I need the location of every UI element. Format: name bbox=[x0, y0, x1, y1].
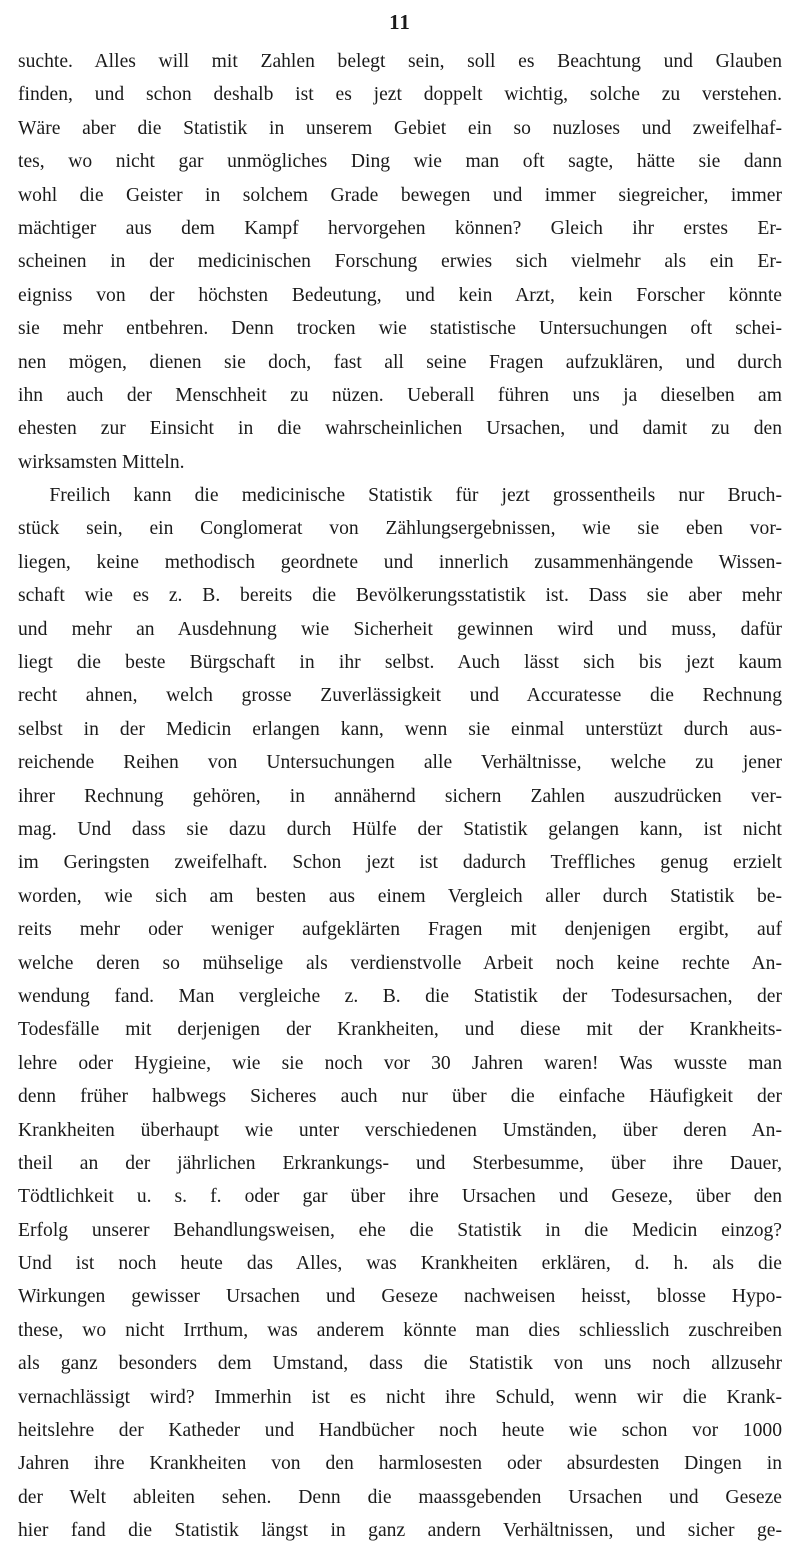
text-line: eigniss von der höchsten Bedeutung, und kein Arzt, kein Forscher könnte bbox=[18, 284, 782, 306]
text-line: welche deren so mühselige als verdienstvolle Arbeit noch keine rechte An- bbox=[18, 952, 782, 974]
text-line: Wirkungen gewisser Ursachen und Geseze nachweisen heisst, blosse Hypo- bbox=[18, 1286, 782, 1308]
text-line: Jahren ihre Krankheiten von den harmlosesten oder absurdesten Dingen in bbox=[18, 1453, 782, 1475]
text-line: worden, wie sich am besten aus einem Vergleich aller durch Statistik be- bbox=[18, 885, 782, 907]
text-line: ehesten zur Einsicht in die wahrscheinlichen Ursachen, und damit zu den bbox=[18, 418, 782, 440]
text-line: nen mögen, dienen sie doch, fast all seine Fragen aufzuklären, und durch bbox=[18, 351, 782, 373]
text-line: reichende Reihen von Untersuchungen alle Verhältnisse, welche zu jener bbox=[18, 752, 782, 774]
text-line: scheinen in der medicinischen Forschung erwies sich vielmehr als ein Er- bbox=[18, 251, 782, 273]
text-line: sie mehr entbehren. Denn trocken wie statistische Untersuchungen oft schei- bbox=[18, 318, 782, 340]
text-line: liegen, keine methodisch geordnete und innerlich zusammenhängende Wissen- bbox=[18, 551, 782, 573]
text-line: hier fand die Statistik längst in ganz andern Verhältnissen, und sicher ge- bbox=[18, 1520, 782, 1542]
text-line: Erfolg unserer Behandlungsweisen, ehe die Statistik in die Medicin einzog? bbox=[18, 1219, 782, 1241]
text-line: wirksamsten Mitteln. bbox=[18, 451, 185, 473]
text-line: selbst in der Medicin erlangen kann, wenn sie einmal unterstüzt durch aus- bbox=[18, 718, 782, 740]
text-line: Todesfälle mit derjenigen der Krankheiten, und diese mit der Krankheits- bbox=[18, 1019, 782, 1041]
text-line: tes, wo nicht gar unmögliches Ding wie man oft sagte, hätte sie dann bbox=[18, 151, 782, 173]
text-line: these, wo nicht Irrthum, was anderem könnte man dies schliesslich zuschreiben bbox=[18, 1319, 782, 1341]
text-line: und mehr an Ausdehnung wie Sicherheit gewinnen wird und muss, dafür bbox=[18, 618, 782, 640]
text-line: wendung fand. Man vergleiche z. B. die Statistik der Todesursachen, der bbox=[18, 985, 782, 1007]
text-line: Und ist noch heute das Alles, was Krankheiten erklären, d. h. als die bbox=[18, 1253, 782, 1275]
text-line: recht ahnen, welch grosse Zuverlässigkeit und Accuratesse die Rechnung bbox=[18, 685, 782, 707]
text-line: ihrer Rechnung gehören, in annähernd sichern Zahlen auszudrücken ver- bbox=[18, 785, 782, 807]
text-line: heitslehre der Katheder und Handbücher noch heute wie schon vor 1000 bbox=[18, 1420, 782, 1442]
text-line: Freilich kann die medicinische Statistik für jezt grossentheils nur Bruch- bbox=[49, 485, 782, 507]
page-number: 11 bbox=[389, 10, 411, 34]
text-line: vernachlässigt wird? Immerhin ist es nicht ihre Schuld, wenn wir die Krank- bbox=[18, 1386, 782, 1408]
text-line: denn früher halbwegs Sicheres auch nur über die einfache Häufigkeit der bbox=[18, 1086, 782, 1108]
text-line: liegt die beste Bürgschaft in ihr selbst. Auch lässt sich bis jezt kaum bbox=[18, 652, 782, 674]
text-line: wohl die Geister in solchem Grade bewegen und immer siegreicher, immer bbox=[18, 184, 782, 206]
text-line: der Welt ableiten sehen. Denn die maassgebenden Ursachen und Geseze bbox=[18, 1486, 782, 1508]
text-line: theil an der jährlichen Erkrankungs- und Sterbesumme, über ihre Dauer, bbox=[18, 1152, 782, 1174]
text-line: schaft wie es z. B. bereits die Bevölkerungsstatistik ist. Dass sie aber mehr bbox=[18, 585, 782, 607]
text-line: reits mehr oder weniger aufgeklärten Fragen mit denjenigen ergibt, auf bbox=[18, 919, 782, 941]
text-line: mächtiger aus dem Kampf hervorgehen können? Gleich ihr erstes Er- bbox=[18, 217, 782, 239]
text-line: Tödtlichkeit u. s. f. oder gar über ihre Ursachen und Geseze, über den bbox=[18, 1186, 782, 1208]
body-text bbox=[18, 45, 782, 1548]
text-line: ihn auch der Menschheit zu nüzen. Ueberall führen uns ja dieselben am bbox=[18, 384, 782, 406]
text-line: Wäre aber die Statistik in unserem Gebiet ein so nuzloses und zweifelhaf- bbox=[18, 117, 782, 139]
text-line: stück sein, ein Conglomerat von Zählungsergebnissen, wie sie eben vor- bbox=[18, 518, 782, 540]
text-line: finden, und schon deshalb ist es jezt doppelt wichtig, solche zu verstehen. bbox=[18, 84, 782, 106]
text-line: lehre oder Hygieine, wie sie noch vor 30 Jahren waren! Was wusste man bbox=[18, 1052, 782, 1074]
text-line: mag. Und dass sie dazu durch Hülfe der Statistik gelangen kann, ist nicht bbox=[18, 818, 782, 840]
text-line: als ganz besonders dem Umstand, dass die Statistik von uns noch allzusehr bbox=[18, 1353, 782, 1375]
text-line: suchte. Alles will mit Zahlen belegt sein, soll es Beachtung und Glauben bbox=[18, 51, 782, 72]
text-line: Krankheiten überhaupt wie unter verschiedenen Umständen, über deren An- bbox=[18, 1119, 782, 1141]
text-line: im Geringsten zweifelhaft. Schon jezt ist dadurch Treffliches genug erzielt bbox=[18, 852, 782, 874]
